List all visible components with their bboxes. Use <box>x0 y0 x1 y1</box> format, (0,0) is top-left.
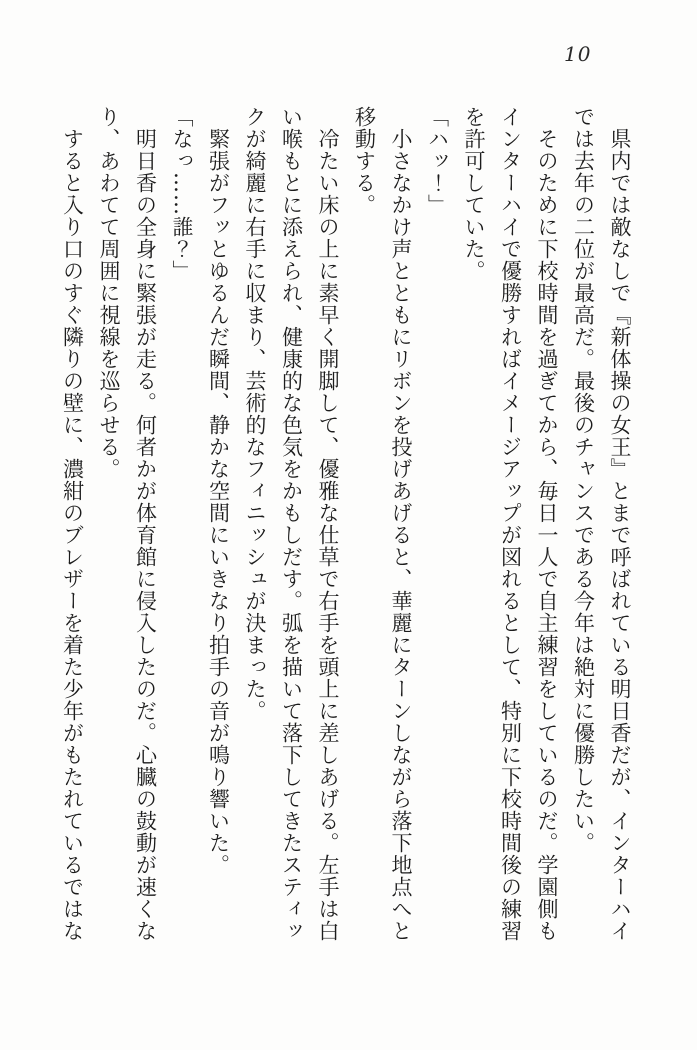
body-text <box>54 106 638 942</box>
paragraph-dialogue: 「なっ……誰？」 <box>170 106 194 282</box>
paragraph: 明日香の全身に緊張が走る。何者かが体育館に侵入したのだ。心臓の鼓動が速くなり、あわてて周囲に視線を巡らせる。 <box>97 106 158 942</box>
paragraph: すると入り口のすぐ隣りの壁に、濃紺のブレザーを着た少年がもたれているではな <box>60 128 85 942</box>
paragraph: 小さなかけ声とともにリボンを投げあげると、華麗にターンしながら落下地点へと移動する。 <box>352 106 413 942</box>
paragraph: そのために下校時間を過ぎてから、毎日一人で自主練習をしているのだ。学園側もインターハイで優勝すればイメージアップが図れるとして、特別に下校時間後の練習を許可していた。 <box>462 106 559 942</box>
paragraph: 県内では敵なしで『新体操の女王』とまで呼ばれている明日香だが、インターハイでは去年の二位が最高だ。最後のチャンスである今年は絶対に優勝したい。 <box>571 106 632 942</box>
paragraph-dialogue: 「ハッ！」 <box>425 106 450 216</box>
page-number: 10 <box>564 42 592 66</box>
paragraph: 冷たい床の上に素早く開脚して、優雅な仕草で右手を頭上に差しあげる。左手は白い喉もとに添えられ、健康的な色気をかもしだす。弧を描いて落下してきたスティックが綺麗に右手に収まり、芸術的なフィニッシュが決まった。 <box>243 106 340 942</box>
paragraph: 緊張がフッとゆるんだ瞬間、静かな空間にいきなり拍手の音が鳴り響いた。 <box>206 128 231 876</box>
